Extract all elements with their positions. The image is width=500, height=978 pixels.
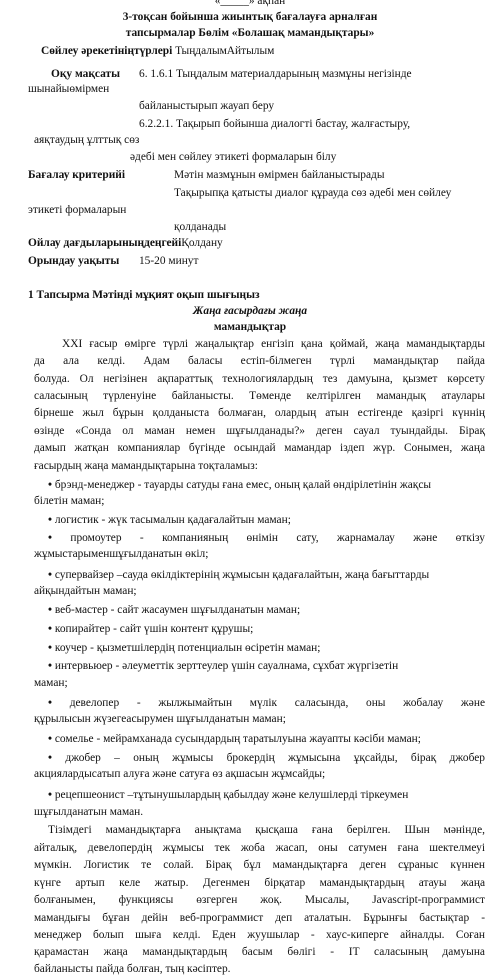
list-item-text: джобер – оның жұмысы брокердің жұмысына ұқсайды, бірақ джобер <box>65 752 485 764</box>
intro-line: саласының түрленуіне байланысты. Төменде келтірілген мамандық атаулары <box>34 390 485 402</box>
learning-goal-1a: 6. 1.6.1 Тыңдалым материалдарының мазмұны негізінде <box>139 68 412 80</box>
bullet-icon: • <box>48 532 52 544</box>
text-title-line-1: Жаңа ғасырдағы жаңа <box>192 305 308 317</box>
criteria-2a: Тақырыпқа қатысты диалог құрауда сөз әдебі мен сөйлеу <box>174 187 452 199</box>
thinking-skills-row <box>28 236 223 252</box>
task-heading: 1 Тапсырма Мәтінді мұқият оқып шығыңыз <box>28 289 260 301</box>
learning-goal-2b: аяқтаудың ұлттық сөз <box>34 134 140 146</box>
list-item-text: девелопер - жылжымайтын мүлік саласында, оны жобалау және <box>69 697 485 709</box>
bullet-icon: • <box>48 623 52 635</box>
closing-line: қарамастан жаңа мамандықтардың басым бөлігі - IT саласының дамуына <box>34 946 485 958</box>
list-item <box>48 696 485 712</box>
intro-line: да ала келді. Адам баласы естіп-білмеген түрлі мамандықтар пайда <box>34 355 485 367</box>
duration-value: 15-20 минут <box>138 255 199 267</box>
list-item-continuation: маман; <box>34 677 68 689</box>
intro-line: XXI ғасыр өмірге түрлі жаңалықтар енгізіп қана қоймай, жаңа мамандықтарды <box>62 338 485 350</box>
list-item-text: веб-мастер - сайт жасаумен шұғылданатын маман; <box>54 604 301 616</box>
closing-line: күнге артып келе жатыр. Дегенмен бірқатар мамандықтардың атауы жаңа <box>34 877 485 889</box>
bullet-icon: • <box>48 479 52 491</box>
list-item <box>48 513 291 529</box>
list-item <box>48 603 300 619</box>
bullet-icon: • <box>48 697 52 709</box>
list-item-text: супервайзер –сауда өкілдіктерінің жұмысын қадағалайтын, жаңа бағыттарды <box>54 569 430 581</box>
learning-goal-2c: әдебі мен сөйлеу этикеті формаларын білу <box>130 151 337 163</box>
list-item <box>48 659 398 675</box>
list-item <box>48 641 320 657</box>
criteria-2c: қолданады <box>174 221 227 233</box>
list-item-text: коучер - қызметшілердің потенциалын өсіретін маман; <box>54 642 321 654</box>
duration-row <box>28 254 198 270</box>
list-item-text: рецепшеонист –тұтынушылардың қабылдау және келушілерді тіркеумен <box>54 789 409 801</box>
list-item-continuation: жұмыстарыменшұғылданатын өкіл; <box>34 548 209 560</box>
speech-activity-value: ТыңдалымАйтылым <box>175 45 275 57</box>
list-item-text: брэнд-менеджер - тауарды сатуды ғана емес, оның қалай өндірілетінін жақсы <box>54 479 432 491</box>
intro-line: дамып жатқан компаниялар бүгінде осындай мамандар іздеп жүр. Сонымен, жаңа <box>34 442 485 454</box>
closing-line: менеджер болып шыға келді. Еден жуушылар - хаус-киперге айналды. Соған <box>34 929 485 941</box>
list-item-text: интервьюер - әлеуметтік зерттеулер үшін сауалнама, сұхбат жүргізетін <box>54 660 399 672</box>
closing-line: байланысты пайда болған, тың кәсіптер. <box>34 963 231 975</box>
list-item-text: логистик - жүк тасымалын қадағалайтын маман; <box>54 514 291 526</box>
bullet-icon: • <box>48 569 52 581</box>
list-item <box>48 732 421 748</box>
closing-line: болғанымен, функциясы өзгерген жоқ. Мысалы, Javascript-программист <box>34 894 485 906</box>
list-item-continuation: акциялардысатып алуға және сатуға өз ақшасын жұмсайды; <box>34 768 326 780</box>
thinking-skills-label: Ойлау дағдыларыныңдеңгейі <box>28 237 182 249</box>
learning-goal-1b: шынайыөмірмен <box>28 83 110 95</box>
closing-line: Тізімдегі мамандықтарға анықтама қысқаша ғана берілген. Шын мәнінде, <box>48 824 485 836</box>
criteria-2b: этикеті формаларын <box>28 204 127 216</box>
bullet-icon: • <box>48 789 52 801</box>
page-title-line-2: тапсырмалар Бөлім «Болашақ мамандықтары» <box>125 27 375 39</box>
criteria-1: Мәтін мазмұнын өмірмен байланыстырады <box>174 169 385 181</box>
bullet-icon: • <box>48 642 52 654</box>
closing-line: айталық, девелопердің жұмысы тек жоба жасап, оны сатумен ғана шектелмеуі <box>34 842 485 854</box>
bullet-icon: • <box>48 514 52 526</box>
learning-goal-label: Оқу мақсаты <box>51 68 120 80</box>
list-item-text: копирайтер - сайт үшін контент құрушы; <box>54 623 254 635</box>
intro-line: ғасырдың жаңа мамандықтарына тоқталамыз: <box>34 460 258 472</box>
speech-activity-row <box>41 44 274 60</box>
list-item-continuation: айқындайтын маман; <box>34 585 137 597</box>
bullet-icon: • <box>48 752 52 764</box>
list-item-text: сомелье - мейрамханада сусындардың таратылуына жауапты кәсіби маман; <box>54 733 421 745</box>
intro-line: өзінде «Сонда ол маман немен шұғылданады?» деген сауал туындайды. Бірақ <box>34 425 485 437</box>
intro-line: болуда. Ол негізінен ақпараттық технологиялардың тез дамуына, қызмет көрсету <box>34 373 485 385</box>
list-item <box>48 531 485 547</box>
list-item <box>48 568 429 584</box>
bullet-icon: • <box>48 660 52 672</box>
criteria-label: Бағалау критерийі <box>28 169 125 181</box>
list-item <box>48 622 253 638</box>
closing-line: мүмкін. Логистик те солай. Бірақ бұл мамандықтарға деген сұраныс күннен <box>34 859 485 871</box>
list-item-continuation: білетін маман; <box>34 495 105 507</box>
date-line: «_____» ақпан <box>214 0 286 7</box>
bullet-icon: • <box>48 604 52 616</box>
list-item-continuation: құрылысын жүзегеасырумен шұғылданатын маман; <box>34 713 286 725</box>
duration-label: Орындау уақыты <box>28 255 120 267</box>
thinking-skills-value: Қолдану <box>181 237 223 249</box>
bullet-icon: • <box>48 733 52 745</box>
speech-activity-label: Сөйлеу әрекетініңтүрлері <box>41 45 173 57</box>
intro-line: бірнеше жыл бұрын қолданыста болмаған, олардың атын естігенде қазіргі күннің <box>34 407 485 419</box>
closing-line: мамандығы бұған дейін веб-программист деп аталатын. Бұрынғы бастықтар - <box>34 912 485 924</box>
page-title-line-1: 3-тоқсан бойынша жиынтық бағалауға арналған <box>122 11 378 23</box>
list-item-text: промоутер - компанияның өнімін сату, жарнамалау және өткізу <box>70 532 485 544</box>
text-title-line-2: мамандықтар <box>213 321 287 333</box>
learning-goal-2a: 6.2.2.1. Тақырып бойынша диалогті бастау, жалғастыру, <box>139 118 411 130</box>
list-item <box>48 788 408 804</box>
list-item <box>48 478 431 494</box>
learning-goal-1c: байланыстырып жауап беру <box>139 100 275 112</box>
list-item-continuation: шұғылданатын маман. <box>34 806 144 818</box>
list-item <box>48 751 485 767</box>
